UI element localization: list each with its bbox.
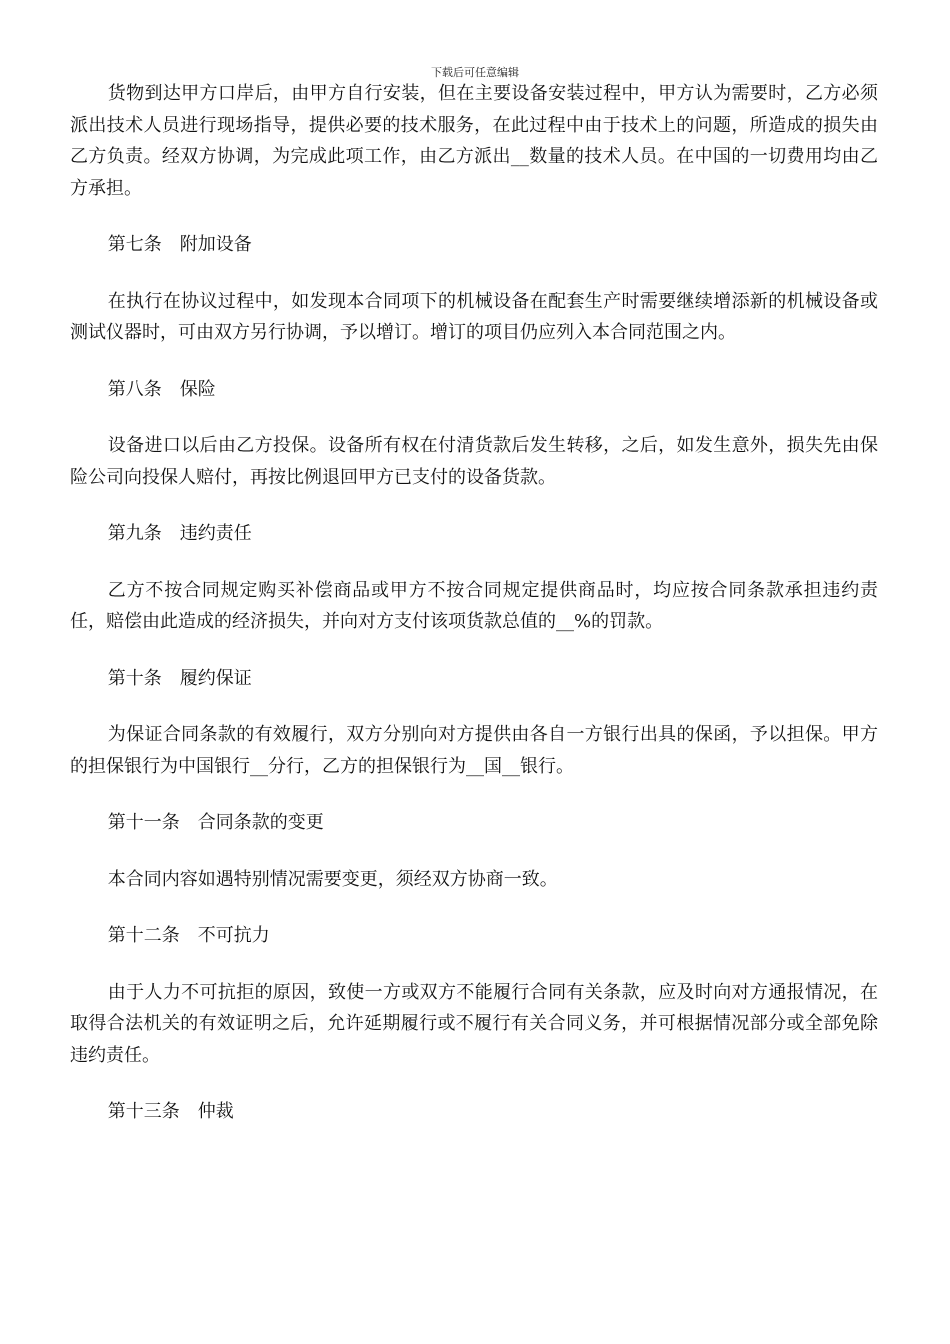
article-7-heading: 第七条 附加设备 <box>107 234 252 255</box>
header-note: 下载后可任意编辑 <box>431 66 519 79</box>
paragraph-force-majeure: 由于人力不可抗拒的原因，致使一方或双方不能履行合同有关条款，应及时向对方通报情况，在取得合法机关的有效证明之后，允许延期履行或不履行有关合同义务，并可根据情况部分或全部免除违约责任。 <box>70 981 878 1066</box>
paragraph-breach-liability: 乙方不按合同规定购买补偿商品或甲方不按合同规定提供商品时，均应按合同条款承担违约责任，赔偿由此造成的经济损失，并向对方支付该项货款总值的__%的罚款。 <box>70 579 878 632</box>
paragraph-contract-amendment: 本合同内容如遇特别情况需要变更，须经双方协商一致。 <box>107 868 558 890</box>
paragraph-installation-guidance: 货物到达甲方口岸后，由甲方自行安装，但在主要设备安装过程中，甲方认为需要时，乙方必须派出技术人员进行现场指导，提供必要的技术服务，在此过程中由于技术上的问题，所造成的损失由乙方负责。经双方协调，为完成此项工作，由乙方派出__数量的技术人员。在中国的一切费用均由乙方承担。 <box>70 83 878 199</box>
article-11-heading: 第十一条 合同条款的变更 <box>107 812 324 833</box>
paragraph-insurance: 设备进口以后由乙方投保。设备所有权在付清货款后发生转移，之后，如发生意外，损失先由保险公司向投保人赔付，再按比例退回甲方已支付的设备货款。 <box>70 435 878 488</box>
paragraph-performance-guarantee: 为保证合同条款的有效履行，双方分别向对方提供由各自一方银行出具的保函，予以担保。甲方的担保银行为中国银行__分行，乙方的担保银行为__国__银行。 <box>70 724 878 777</box>
paragraph-additional-equipment: 在执行在协议过程中，如发现本合同项下的机械设备在配套生产时需要继续增添新的机械设备或测试仪器时，可由双方另行协调，予以增订。增订的项目仍应列入本合同范围之内。 <box>70 290 878 343</box>
document-body <box>70 78 878 1128</box>
article-12-heading: 第十二条 不可抗力 <box>107 925 270 946</box>
article-8-heading: 第八条 保险 <box>107 378 216 400</box>
article-9-heading: 第九条 违约责任 <box>107 523 252 544</box>
article-13-heading: 第十三条 仲裁 <box>107 1101 234 1122</box>
article-10-heading: 第十条 履约保证 <box>107 667 252 689</box>
